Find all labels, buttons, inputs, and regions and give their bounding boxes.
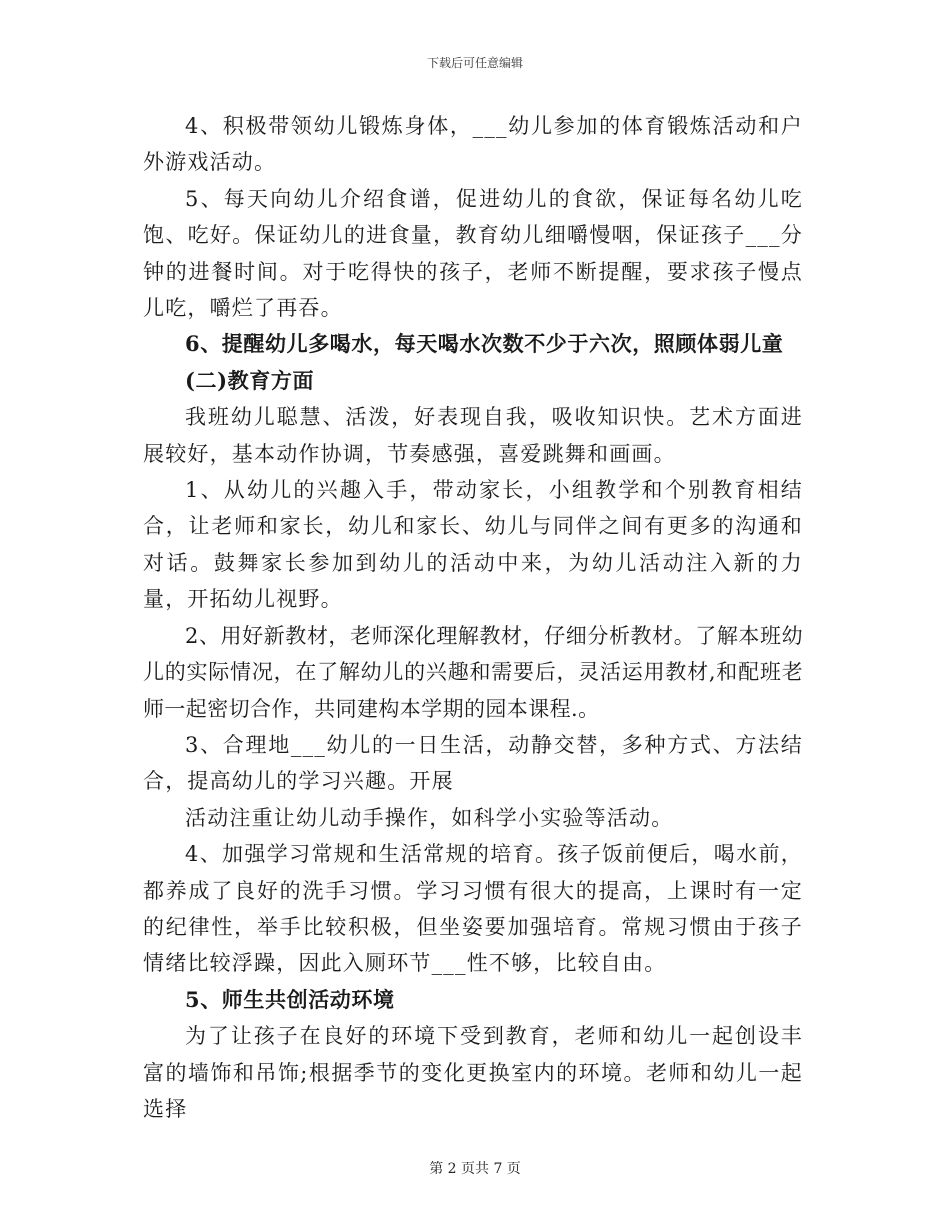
page-footer: 第 2 页共 7 页 (429, 1161, 521, 1177)
paragraph: 4、积极带领幼儿锻炼身体，___幼儿参加的体育锻炼活动和户外游戏活动。 (143, 114, 803, 175)
section-heading: (二)教育方面 (185, 367, 315, 393)
paragraph: 活动注重让幼儿动手操作，如科学小实验等活动。 (185, 805, 674, 830)
page-header: 下载后可任意编辑 (426, 56, 523, 70)
paragraph: 2、用好新教材，老师深化理解教材，仔细分析教材。了解本班幼儿的实际情况，在了解幼儿的兴趣和需要后，灵活运用教材,和配班老师一起密切合作，共同建构本学期的园本课程.。 (143, 623, 803, 721)
paragraph: 5、每天向幼儿介绍食谱，促进幼儿的食欲，保证每名幼儿吃饱、吃好。保证幼儿的进食量，教育幼儿细嚼慢咽，保证孩子___分钟的进餐时间。对于吃得快的孩子，老师不断提醒，要求孩子慢点儿吃，嚼烂了再吞。 (143, 186, 803, 321)
paragraph: 1、从幼儿的兴趣入手，带动家长，小组教学和个别教育相结合，让老师和家长，幼儿和家长、幼儿与同伴之间有更多的沟通和对话。鼓舞家长参加到幼儿的活动中来，为幼儿活动注入新的力量，开拓幼儿视野。 (143, 478, 803, 612)
paragraph-heading: 6、提醒幼儿多喝水，每天喝水次数不少于六次，照顾体弱儿童 (185, 331, 784, 357)
paragraph: 3、合理地___幼儿的一日生活，动静交替，多种方式、方法结合，提高幼儿的学习兴趣。开展 (143, 732, 803, 794)
paragraph: 为了让孩子在良好的环境下受到教育，老师和幼儿一起创设丰富的墙饰和吊饰;根据季节的变化更换室内的环境。老师和幼儿一起选择 (143, 1024, 803, 1121)
document-body (143, 108, 803, 1127)
paragraph: 我班幼儿聪慧、活泼，好表现自我，吸收知识快。艺术方面进展较好，基本动作协调，节奏感强，喜爱跳舞和画画。 (143, 405, 803, 466)
paragraph: 4、加强学习常规和生活常规的培育。孩子饭前便后，喝水前，都养成了良好的洗手习惯。学习习惯有很大的提高，上课时有一定的纪律性，举手比较积极，但坐姿要加强培育。常规习惯由于孩子情绪比较浮躁，因此入厕环节___性不够，比较自由。 (143, 842, 803, 976)
paragraph-heading: 5、师生共创活动环境 (185, 986, 395, 1012)
